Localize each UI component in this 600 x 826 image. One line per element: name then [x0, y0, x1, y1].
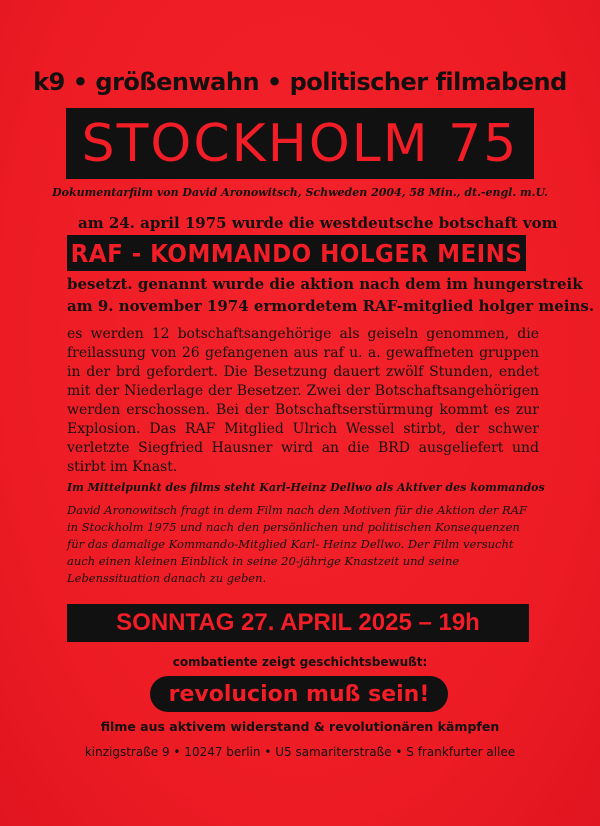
event-series-header: k9 • größenwahn • politischer filmabend	[33, 68, 567, 96]
body-paragraph	[67, 325, 539, 477]
date-banner-text: SONNTAG 27. APRIL 2025 – 19h	[116, 609, 480, 636]
date-banner	[67, 604, 529, 642]
combatiente-line: combatiente zeigt geschichtsbewußt:	[172, 655, 428, 669]
filme-line: filme aus aktivem widerstand & revolutionären kämpfen	[100, 719, 500, 734]
intro-line-2: besetzt. genannt wurde die aktion nach dem im hungerstreik	[67, 275, 583, 293]
mid-heading: Im Mittelpunkt des films steht Karl-Heinz Dellwo als Aktiver des kommandos	[67, 481, 545, 494]
venue-address: kinzigstraße 9 • 10247 berlin • U5 samariterstraße • S frankfurter allee	[84, 745, 516, 759]
raf-banner	[67, 235, 526, 271]
revolucion-pill	[150, 676, 448, 712]
revolucion-text: revolucion muß sein!	[168, 681, 430, 707]
film-title-banner	[66, 108, 534, 179]
italic-paragraph: David Aronowitsch fragt in dem Film nach den Motiven für die Aktion der RAF in Stockholm 1975 und nach den persönlichen und politischen Konsequenzen für das damalige Kommando-Mitglied Karl- Heinz Dellwo. Der Film versucht auch einen kleinen Einblick in seine 20-jährige Knastzeit und seine Lebenssituation danach zu geben.	[67, 503, 527, 585]
intro-line-1: am 24. april 1975 wurde die westdeutsche botschaft vom	[78, 214, 558, 232]
intro-line-3: am 9. november 1974 ermordetem RAF-mitglied holger meins.	[67, 297, 595, 315]
film-subtitle: Dokumentarfilm von David Aronowitsch, Schweden 2004, 58 Min., dt.-engl. m.U.	[52, 186, 548, 199]
body-paragraph-text: es werden 12 botschaftsangehörige als geiseln genommen, die freilassung von 26 gefangenen aus raf u. a. gewaffneten gruppen in der brd gefordert. Die Besetzung dauert zwölf Stunden, endet mit der Niederlage der Besetzer. Zwei der Botschaftsangehörigen werden erschossen. Bei der Botschaftserstürmung kommt es zur Explosion. Das RAF Mitglied Ulrich Wessel stirbt, der schwer verletzte Siegfried Hausner wird an die BRD ausgeliefert und stirbt im Knast.	[67, 326, 539, 475]
raf-banner-text: RAF - KOMMANDO HOLGER MEINS	[70, 238, 523, 268]
film-title: STOCKHOLM 75	[81, 113, 519, 174]
